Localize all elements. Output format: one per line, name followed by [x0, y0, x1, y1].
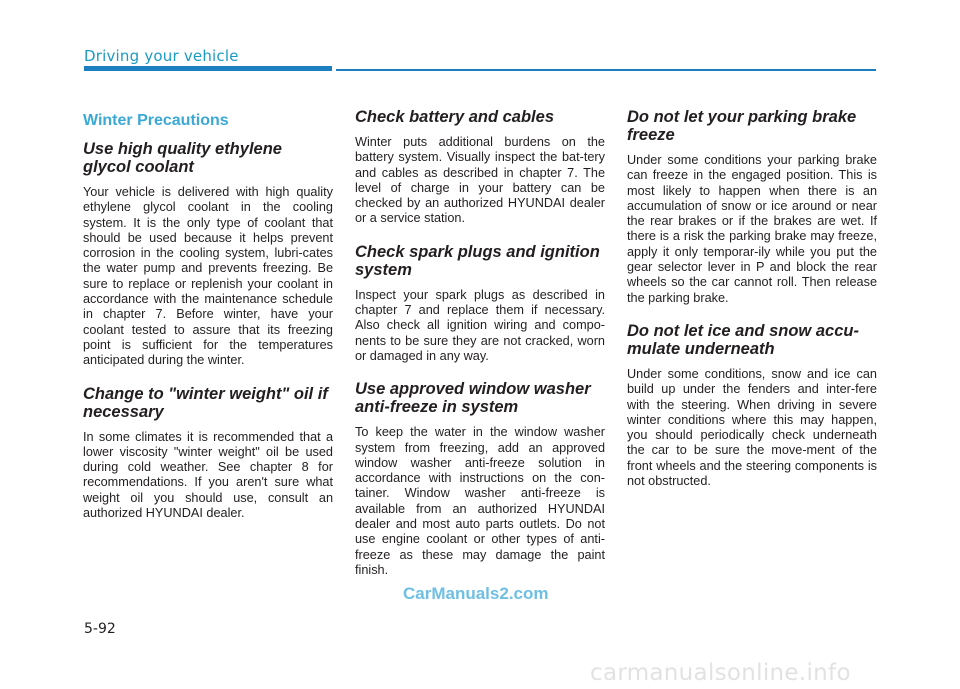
section-body: To keep the water in the window washer system from freezing, add an approved window washer anti-freeze solution in accordance with instructions on the con-tainer. Window washer anti-freeze is available from an authorized HYUNDAI dealer and most auto parts outlets. Do not use engine coolant or other types of anti-freeze as these may damage the paint finish. — [355, 425, 605, 577]
column-2 — [355, 108, 605, 594]
section-body: Inspect your spark plugs as described in chapter 7 and replace them if necessary. Also check all ignition wiring and compo-nents to be sure they are not cracked, worn or damaged in any way. — [355, 287, 605, 363]
watermark-carmanualsonline: carmanualsonline.info — [590, 660, 851, 686]
section-heading: Use high quality ethylene glycol coolant — [83, 140, 282, 176]
section-heading: Change to "winter weight" oil if necessary — [83, 384, 328, 421]
section-body: Under some conditions your parking brake can freeze in the engaged position. This is most likely to happen when there is an accumulation of snow or ice around or near the rear brakes or if the brakes are wet. If there is a risk the parking brake may freeze, apply it only temporar-ily while you put the gear selector lever in P and block the rear wheels so the car cannot roll. Then release the parking brake. — [627, 153, 877, 305]
header-rule-thin — [336, 69, 876, 71]
section-heading: Do not let your parking brake freeze — [627, 108, 857, 144]
section-body: Your vehicle is delivered with high quality ethylene glycol coolant in the cooling system. It is the only type of coolant that should be used because it helps prevent corrosion in the cooling system, lubri-cates the water pump and prevents freezing. Be sure to replace or replenish your coolant in accordance with the maintenance schedule in chapter 7. Before winter, have your coolant tested to assure that its freezing point is sufficient for the temperatures anticipated during the winter. — [83, 185, 333, 368]
section-heading: Check battery and cables — [355, 108, 554, 126]
watermark-carmanuals2[interactable]: CarManuals2.com — [403, 584, 549, 603]
column-3 — [627, 108, 877, 505]
section-heading: Check spark plugs and ignition system — [355, 242, 600, 279]
page-number: 5-92 — [84, 621, 116, 637]
section-header: Driving your vehicle — [84, 47, 239, 65]
column-1 — [83, 108, 333, 537]
section-body: Winter puts additional burdens on the battery system. Visually inspect the bat-tery and cables as described in chapter 7. The level of charge in your battery can be checked by an authorized HYUNDAI dealer or a service station. — [355, 135, 605, 226]
section-heading: Use approved window washer anti-freeze in system — [355, 380, 591, 417]
section-heading: Do not let ice and snow accu-mulate underneath — [627, 321, 859, 358]
section-body: Under some conditions, snow and ice can build up under the fenders and inter-fere with the steering. When driving in severe winter conditions where this may happen, you should periodically check underneath the car to be sure the move-ment of the front wheels and the steering components is not obstructed. — [627, 366, 877, 489]
section-body: In some climates it is recommended that a lower viscosity "winter weight" oil be used during cold weather. See chapter 8 for recommendations. If you aren't sure what weight oil you should use, consult an authorized HYUNDAI dealer. — [83, 429, 333, 521]
header-rule-thick — [84, 66, 332, 71]
page-title: Winter Precautions — [83, 112, 229, 129]
